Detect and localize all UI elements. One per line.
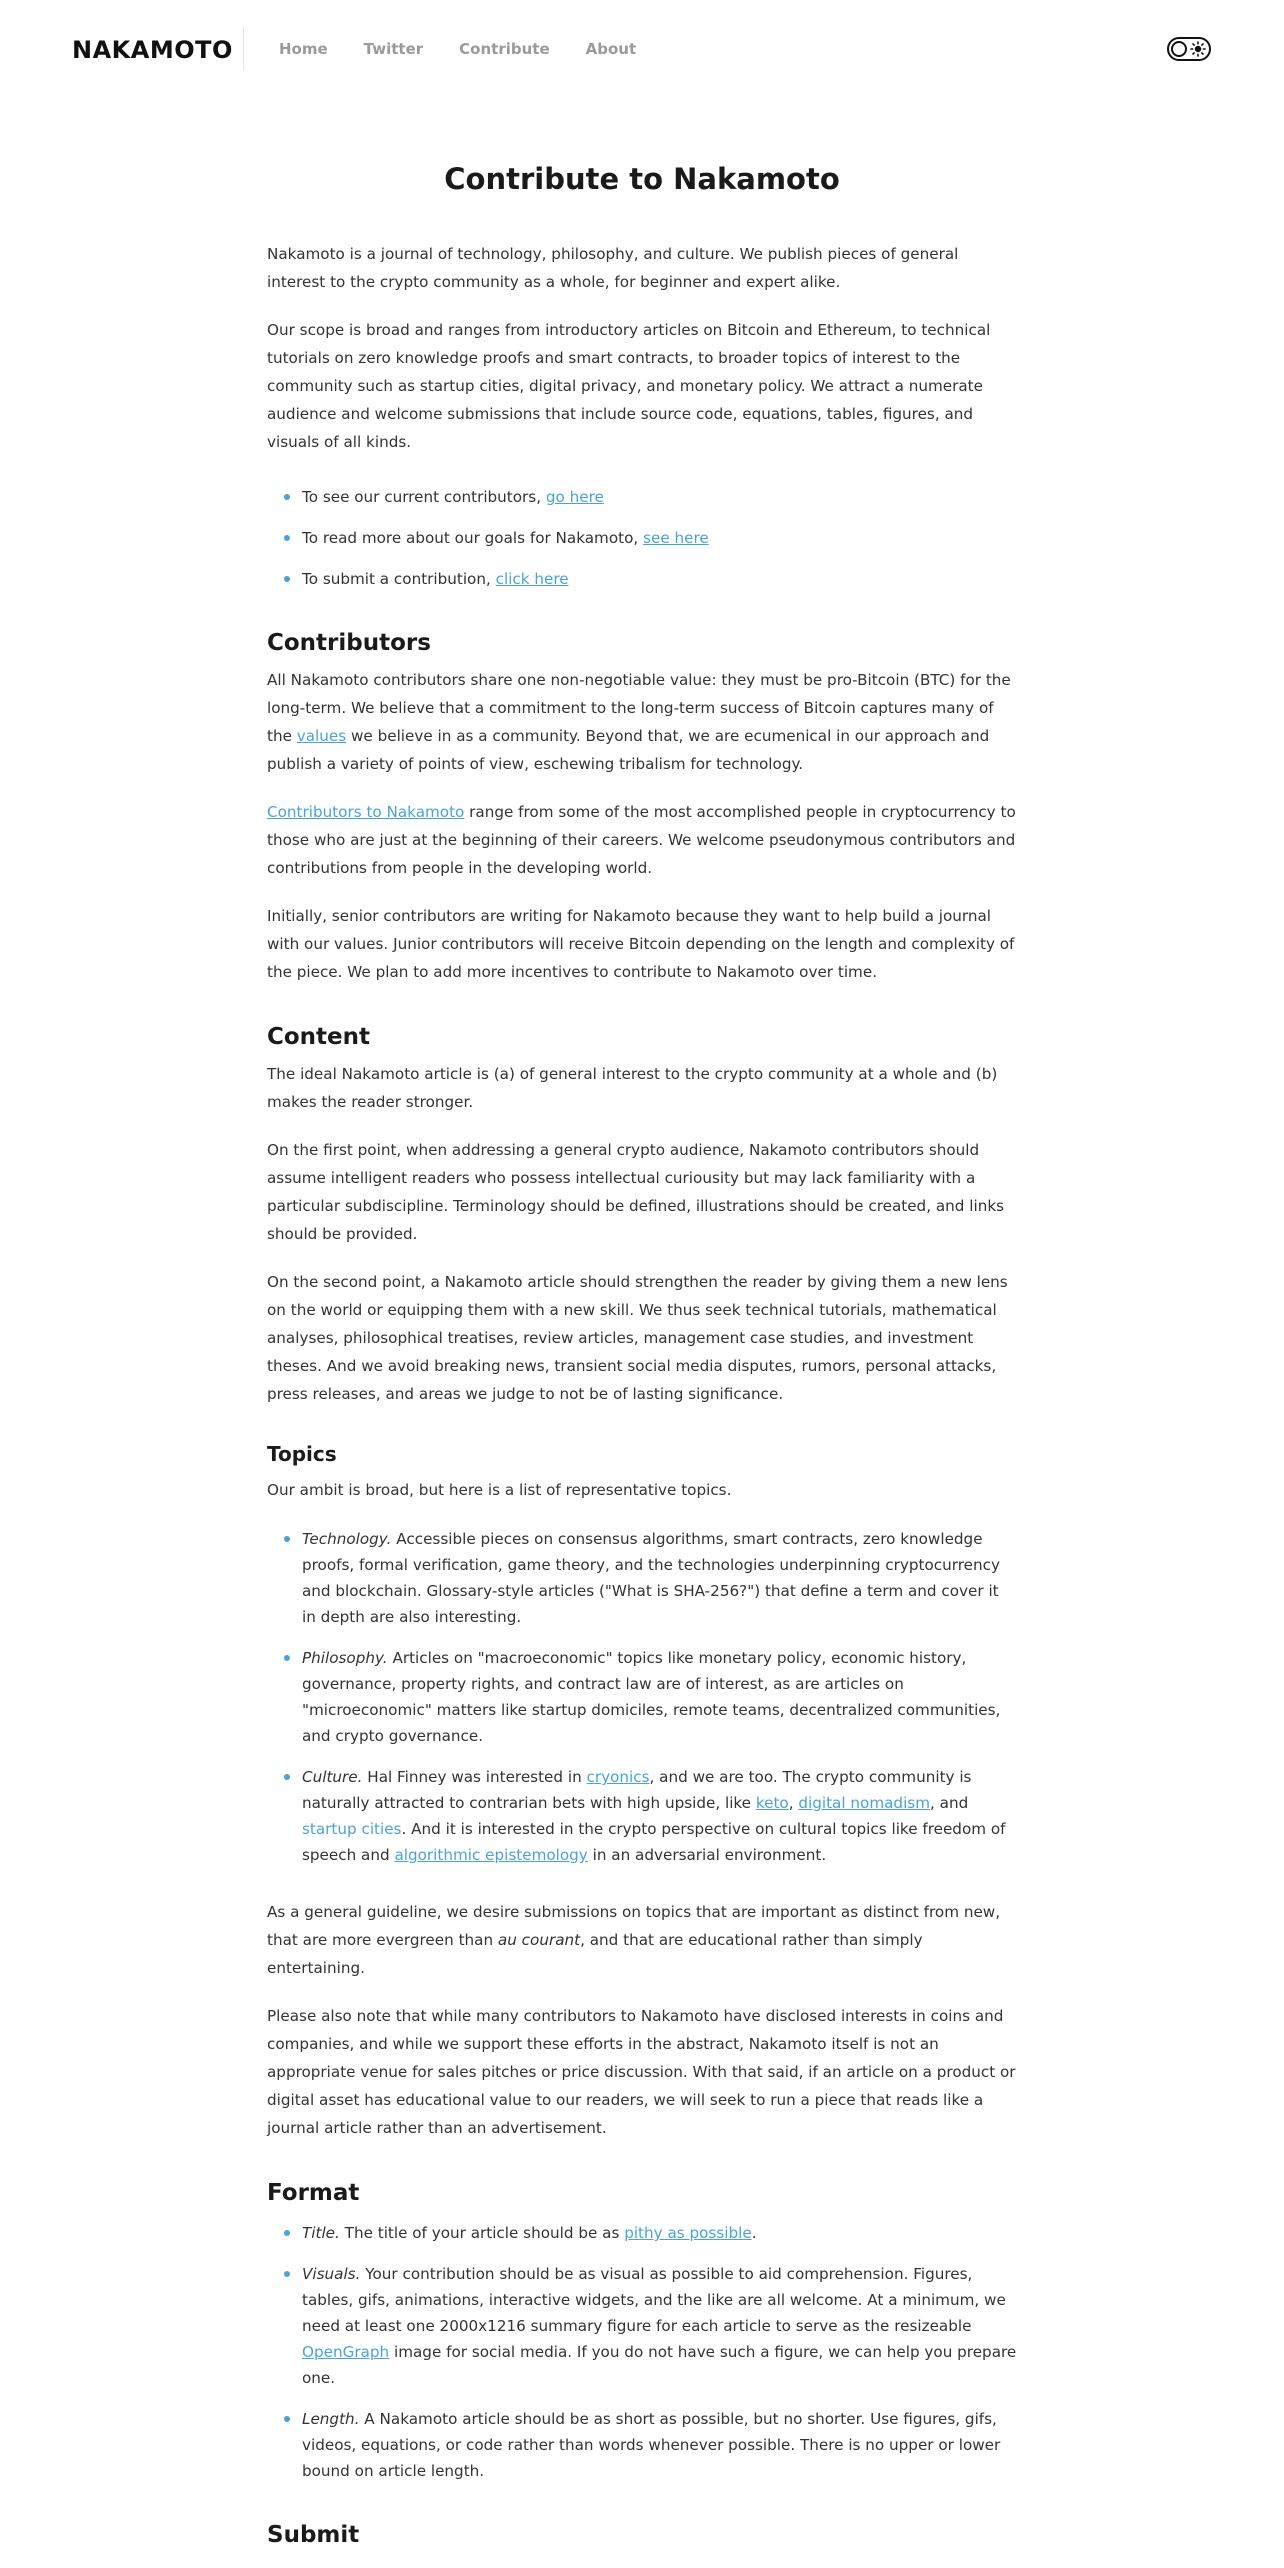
nav-about[interactable]: About bbox=[585, 40, 637, 58]
bullet-icon bbox=[284, 576, 290, 582]
intro-paragraph-1: Nakamoto is a journal of technology, philosophy, and culture. We publish pieces of general interest to the crypto community as a whole, for beginner and expert alike. bbox=[267, 245, 959, 291]
topics-heading: Topics bbox=[267, 1442, 337, 1466]
site-header bbox=[0, 0, 1284, 100]
nav-contribute[interactable]: Contribute bbox=[459, 40, 550, 58]
contributors-heading: Contributors bbox=[267, 630, 431, 656]
list-item: To submit a contribution, click here bbox=[302, 566, 1017, 592]
format-list bbox=[267, 2220, 1017, 2484]
contributors-paragraph-2: Contributors to Nakamoto range from some of the most accomplished people in cryptocurrency to those who are just at the beginning of their careers. We welcome pseudonymous contributors and contributions from people in the developing world. bbox=[267, 803, 1016, 877]
topics-intro: Our ambit is broad, but here is a list of representative topics. bbox=[267, 1481, 732, 1499]
nav-home[interactable]: Home bbox=[279, 40, 328, 58]
list-item: Technology. Accessible pieces on consensus algorithms, smart contracts, zero knowledge proofs, formal verification, game theory, and the technologies underpinning cryptocurrency and blockchain. Glossary-style articles ("What is SHA-256?") that define a term and cover it in depth are also interesting. bbox=[302, 1526, 1017, 1630]
note-paragraph: Please also note that while many contributors to Nakamoto have disclosed interests in coins and companies, and while we support these efforts in the abstract, Nakamoto itself is not an appropriate venue for sales pitches or price discussion. With that said, if an article on a product or digital asset has educational value to our readers, we will seek to run a piece that reads like a journal article rather than an advertisement. bbox=[267, 2007, 1016, 2137]
bullet-icon bbox=[284, 1774, 290, 1780]
quick-links-list bbox=[267, 484, 1017, 592]
article-content bbox=[267, 150, 1017, 2558]
content-paragraph-2: On the first point, when addressing a general crypto audience, Nakamoto contributors should assume intelligent readers who possess intellectual curiousity but may lack familiarity with a particular subdiscipline. Terminology should be defined, illustrations should be created, and links should be provided. bbox=[267, 1141, 1005, 1243]
theme-toggle[interactable] bbox=[1167, 37, 1211, 61]
list-item: To read more about our goals for Nakamoto, see here bbox=[302, 525, 1017, 551]
go-here-link[interactable]: go here bbox=[545, 488, 604, 506]
cryonics-link[interactable]: cryonics bbox=[586, 1768, 650, 1786]
main-nav bbox=[279, 40, 672, 58]
bullet-icon bbox=[284, 1536, 290, 1542]
values-link[interactable]: values bbox=[296, 727, 347, 745]
topics-list bbox=[267, 1526, 1017, 1868]
header-divider bbox=[243, 27, 244, 71]
intro-paragraph-2: Our scope is broad and ranges from introductory articles on Bitcoin and Ethereum, to technical tutorials on zero knowledge proofs and smart contracts, to broader topics of interest to the community such as startup cities, digital privacy, and monetary policy. We attract a numerate audience and welcome submissions that include source code, equations, tables, figures, and visuals of all kinds. bbox=[267, 321, 991, 451]
sun-icon bbox=[1190, 41, 1206, 57]
submit-heading: Submit bbox=[267, 2522, 360, 2548]
bullet-icon bbox=[284, 2416, 290, 2422]
content-paragraph-3: On the second point, a Nakamoto article should strengthen the reader by giving them a new lens on the world or equipping them with a new skill. We thus seek technical tutorials, mathematical analyses, philosophical treatises, review articles, management case studies, and investment theses. And we avoid breaking news, transient social media disputes, rumors, personal attacks, press releases, and areas we judge to not be of lasting significance. bbox=[267, 1273, 1008, 1403]
list-item: Philosophy. Articles on "macroeconomic" topics like monetary policy, economic history, governance, property rights, and contract law are of interest, as are articles on "microeconomic" matters like startup domiciles, remote teams, decentralized communities, and crypto governance. bbox=[302, 1645, 1017, 1749]
opengraph-link[interactable]: OpenGraph bbox=[302, 2343, 390, 2361]
contributors-link[interactable]: Contributors to Nakamoto bbox=[267, 803, 465, 821]
nav-twitter[interactable]: Twitter bbox=[363, 40, 424, 58]
bullet-icon bbox=[284, 494, 290, 500]
keto-link[interactable]: keto bbox=[755, 1794, 789, 1812]
content-heading: Content bbox=[267, 1024, 371, 1050]
list-item: Length. A Nakamoto article should be as short as possible, but no shorter. Use figures, gifs, videos, equations, or code rather than words whenever possible. There is no upper or lower bound on article length. bbox=[302, 2406, 1017, 2484]
algorithmic-epistemology-link[interactable]: algorithmic epistemology bbox=[394, 1846, 588, 1864]
pithy-link[interactable]: pithy as possible bbox=[624, 2224, 752, 2242]
bullet-icon bbox=[284, 2271, 290, 2277]
click-here-link[interactable]: click here bbox=[495, 570, 569, 588]
content-paragraph-1: The ideal Nakamoto article is (a) of general interest to the crypto community at a whole and (b) makes the reader stronger. bbox=[267, 1065, 998, 1111]
contributors-paragraph-1: All Nakamoto contributors share one non-negotiable value: they must be pro-Bitcoin (BTC) for the long-term. We believe that a commitment to the long-term success of Bitcoin captures many of the values we believe in as a community. Beyond that, we are ecumenical in our approach and publish a variety of points of view, eschewing tribalism for technology. bbox=[267, 671, 1011, 773]
page-title: Contribute to Nakamoto bbox=[444, 162, 840, 196]
bullet-icon bbox=[284, 2230, 290, 2236]
bullet-icon bbox=[284, 1655, 290, 1661]
bullet-icon bbox=[284, 535, 290, 541]
contributors-paragraph-3: Initially, senior contributors are writing for Nakamoto because they want to help build a journal with our values. Junior contributors will receive Bitcoin depending on the length and complexity of the piece. We plan to add more incentives to contribute to Nakamoto over time. bbox=[267, 907, 1015, 981]
guideline-paragraph: As a general guideline, we desire submissions on topics that are important as distinct from new, that are more evergreen than au courant, and that are educational rather than simply entertaining. bbox=[267, 1903, 1001, 1977]
see-here-link[interactable]: see here bbox=[643, 529, 709, 547]
site-logo[interactable]: NAKAMOTO bbox=[72, 36, 233, 64]
toggle-knob bbox=[1171, 41, 1187, 57]
list-item: Title. The title of your article should be as pithy as possible. bbox=[302, 2220, 1017, 2246]
list-item: To see our current contributors, go here bbox=[302, 484, 1017, 510]
digital-nomadism-link[interactable]: digital nomadism bbox=[798, 1794, 930, 1812]
list-item: Culture. Hal Finney was interested in cryonics, and we are too. The crypto community is naturally attracted to contrarian bets with high upside, like keto, digital nomadism, and startup cities. And it is interested in the crypto perspective on cultural topics like freedom of speech and algorithmic epistemology in an adversarial environment. bbox=[302, 1764, 1017, 1868]
list-item: Visuals. Your contribution should be as visual as possible to aid comprehension. Figures, tables, gifs, animations, interactive widgets, and the like are all welcome. At a minimum, we need at least one 2000x1216 summary figure for each article to serve as the resizeable OpenGraph image for social media. If you do not have such a figure, we can help you prepare one. bbox=[302, 2261, 1017, 2391]
format-heading: Format bbox=[267, 2180, 360, 2206]
startup-cities-link[interactable]: startup cities bbox=[302, 1820, 402, 1838]
